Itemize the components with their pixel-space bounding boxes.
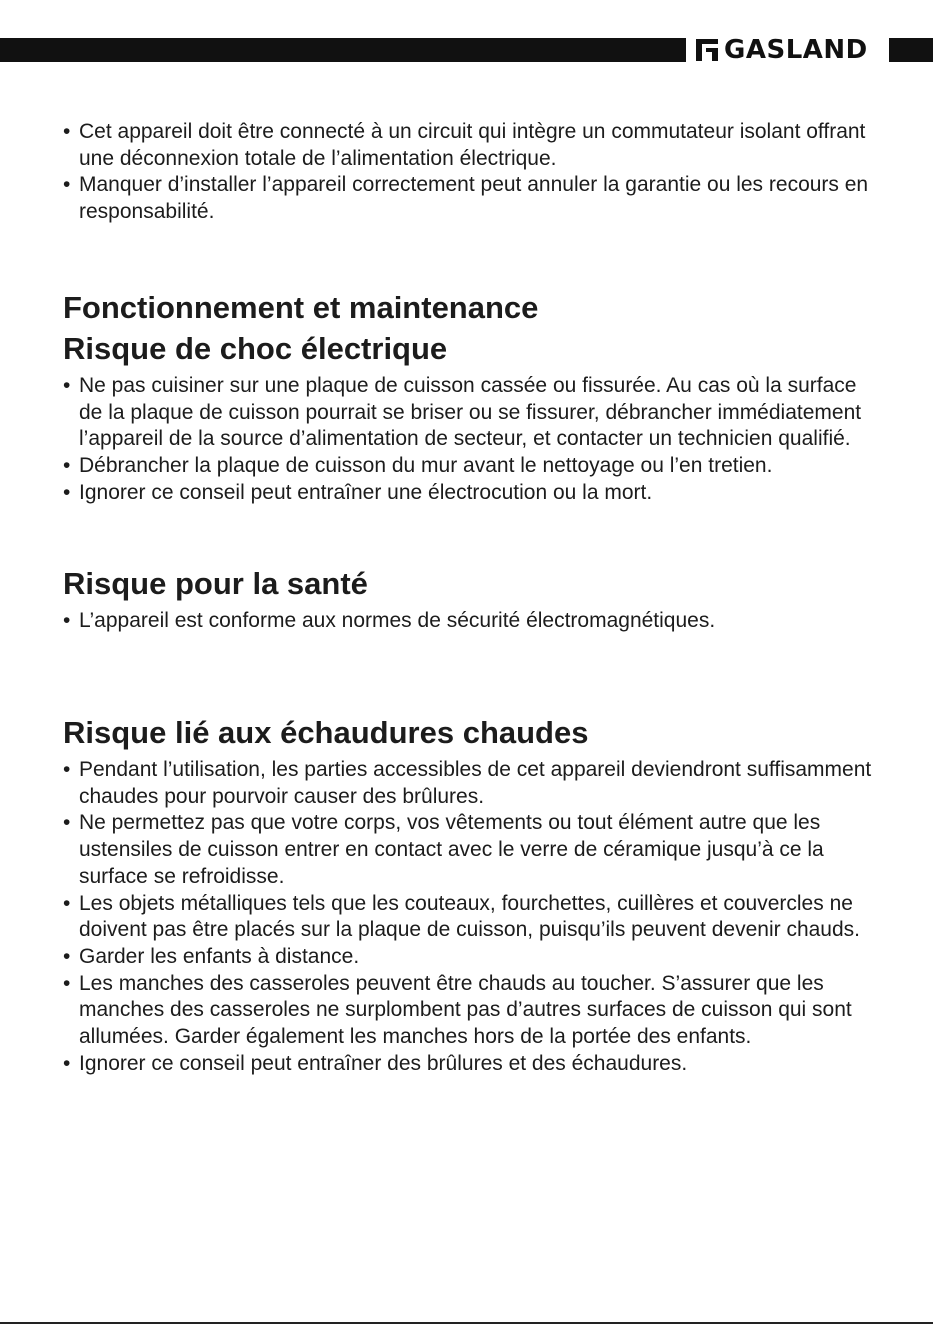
intro-section	[63, 119, 878, 226]
list-item: • Débrancher la plaque de cuisson du mur avant le nettoyage ou l’en tretien.	[63, 453, 878, 480]
burn-list	[63, 757, 878, 1077]
list-item: • Manquer d’installer l’appareil correctement peut annuler la garantie ou les recours en responsabilité.	[63, 172, 878, 225]
electric-shock-section	[63, 288, 878, 507]
header-bar-end	[889, 38, 933, 62]
brand-name: GASLAND	[724, 35, 868, 65]
section-title: Risque lié aux échaudures chaudes	[63, 715, 589, 751]
health-list	[63, 608, 878, 635]
section-title: Fonctionnement et maintenance	[63, 289, 539, 325]
list-item: • Ne pas cuisiner sur une plaque de cuisson cassée ou fissurée. Au cas où la surface de la plaque de cuisson pourrait se briser ou se fissurer, débrancher immédiatement l’appareil de la source d’alimentation de secteur, et contacter un technicien qualifié.	[63, 373, 878, 453]
gasland-logo-icon	[696, 39, 718, 61]
brand-logo	[696, 36, 868, 64]
electric-list	[63, 373, 878, 507]
intro-list	[63, 119, 878, 226]
list-item: • Cet appareil doit être connecté à un circuit qui intègre un commutateur isolant offrant une déconnexion totale de l’alimentation électrique.	[63, 119, 878, 172]
section-title: Risque pour la santé	[63, 566, 368, 602]
header-bar	[0, 38, 686, 62]
section-subtitle: Risque de choc électrique	[63, 330, 448, 366]
list-item: • Ignorer ce conseil peut entraîner des brûlures et des échaudures.	[63, 1051, 878, 1078]
list-item: • L’appareil est conforme aux normes de sécurité électromagnétiques.	[63, 608, 878, 635]
list-item: • Les objets métalliques tels que les couteaux, fourchettes, cuillères et couvercles ne doivent pas être placés sur la plaque de cuisson, puisqu’ils peuvent devenir chauds.	[63, 891, 878, 944]
health-section	[63, 564, 878, 635]
list-item: • Pendant l’utilisation, les parties accessibles de cet appareil deviendront suffisamment chaudes pour pourvoir causer des brûlures.	[63, 757, 878, 810]
list-item: • Ne permettez pas que votre corps, vos vêtements ou tout élément autre que les ustensiles de cuisson entrer en contact avec le verre de céramique jusqu’à ce la surface se refroidisse.	[63, 810, 878, 890]
list-item: • Les manches des casseroles peuvent être chauds au toucher. S’assurer que les manches des casseroles ne surplombent pas d’autres surfaces de cuisson qui sont allumées. Garder également les manches hors de la portée des enfants.	[63, 971, 878, 1051]
document-body	[63, 119, 878, 1077]
burn-section	[63, 713, 878, 1077]
list-item: • Garder les enfants à distance.	[63, 944, 878, 971]
list-item: • Ignorer ce conseil peut entraîner une électrocution ou la mort.	[63, 480, 878, 507]
